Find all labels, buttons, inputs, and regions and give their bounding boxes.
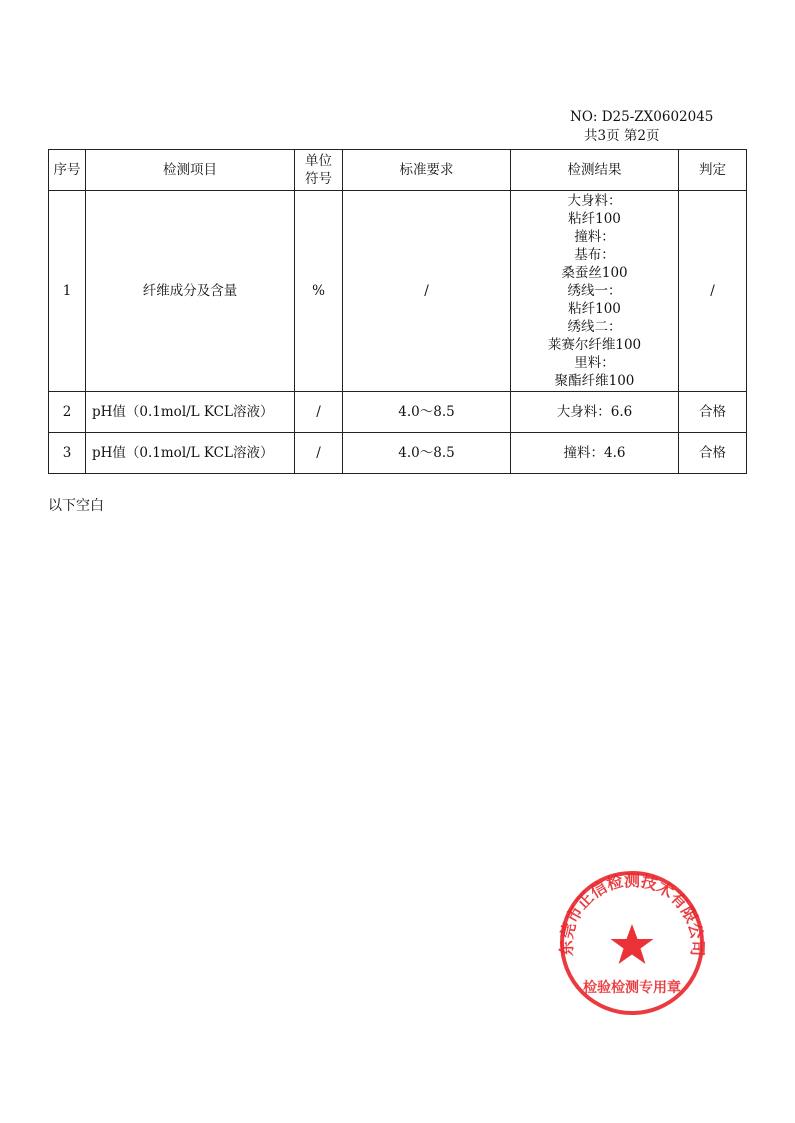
column-header-judgement: 判定	[679, 150, 747, 191]
cell-result: 撞料：4.6	[511, 433, 679, 474]
report-header-info	[560, 108, 730, 146]
table-row	[49, 191, 747, 392]
result-line: 莱赛尔纤维100	[547, 337, 642, 353]
column-header-standard: 标准要求	[343, 150, 511, 191]
cell-judgement: 合格	[679, 433, 747, 474]
cell-standard: /	[343, 191, 511, 392]
official-seal	[557, 868, 707, 1018]
cell-unit: %	[295, 191, 343, 392]
table-row	[49, 392, 747, 433]
cell-index: 3	[49, 433, 86, 474]
column-header-result: 检测结果	[511, 150, 679, 191]
cell-standard: 4.0～8.5	[343, 433, 511, 474]
column-header-unit-line2: 符号	[305, 171, 332, 187]
seal-inner-text: 检验检测专用章	[583, 980, 681, 996]
result-line: 桑蚕丝100	[561, 265, 628, 281]
cell-item: pH值（0.1mol/L KCL溶液）	[86, 433, 295, 474]
cell-index: 1	[49, 191, 86, 392]
result-line: 撞料：	[574, 229, 615, 245]
cell-index: 2	[49, 392, 86, 433]
result-line: 基布：	[574, 247, 615, 263]
cell-judgement: 合格	[679, 392, 747, 433]
table-header-row	[49, 150, 747, 191]
report-number: NO: D25-ZX0602045	[570, 109, 714, 125]
cell-result: 大身料：6.6	[511, 392, 679, 433]
cell-unit: /	[295, 392, 343, 433]
result-line: 粘纤100	[568, 211, 621, 227]
cell-item: 纤维成分及含量	[86, 191, 295, 392]
seal-star-icon	[611, 924, 654, 964]
blank-below-note: 以下空白	[48, 498, 104, 514]
cell-judgement: /	[679, 191, 747, 392]
result-line: 绣线一：	[567, 283, 622, 299]
column-header-unit	[295, 150, 343, 191]
result-line: 粘纤100	[568, 301, 621, 317]
cell-unit: /	[295, 433, 343, 474]
table-row	[49, 433, 747, 474]
cell-result	[511, 191, 679, 392]
result-line: 聚酯纤维100	[554, 373, 635, 389]
result-line: 大身料：	[567, 193, 622, 209]
page-info: 共3页 第2页	[584, 128, 660, 144]
column-header-item: 检测项目	[86, 150, 295, 191]
cell-item: pH值（0.1mol/L KCL溶液）	[86, 392, 295, 433]
result-line: 里料：	[574, 355, 615, 371]
test-results-table	[48, 149, 747, 474]
column-header-index: 序号	[49, 150, 86, 191]
column-header-unit-line1: 单位	[305, 153, 332, 169]
result-line: 绣线二：	[567, 319, 622, 335]
seal-outer-text: 东莞市正信检测技术有限公司	[557, 870, 707, 957]
cell-standard: 4.0～8.5	[343, 392, 511, 433]
